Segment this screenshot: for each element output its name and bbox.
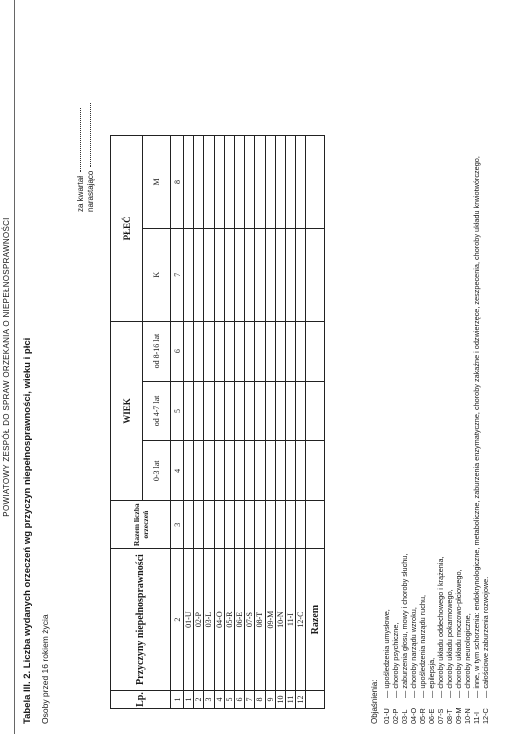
cell-total[interactable]: [296, 501, 306, 549]
cell-total[interactable]: [184, 501, 194, 549]
table-title: Tabela III. 2. Liczba wydanych orzeczeń wg przyczyn niepełnosprawności, wieku i płci: [22, 337, 33, 724]
header-age-0-3: 0-3 lat: [143, 441, 171, 501]
cell-sex-k[interactable]: [296, 228, 306, 321]
explanation-item: 08-T— choroby układu pokarmowego,: [445, 589, 454, 724]
cell-age-0-3[interactable]: [275, 441, 285, 501]
column-number: 7: [171, 228, 184, 321]
cell-sex-m[interactable]: [184, 136, 194, 229]
explanation-item: 03-L— zaburzenia głosu, mowy i choroby słuchu,: [400, 553, 409, 724]
total-cell[interactable]: [306, 228, 325, 321]
cell-sex-m[interactable]: [285, 136, 295, 229]
explanation-item: 11-I— inne, w tym schorzenia: endokrynologiczne, metaboliczne, zaburzenia enzymatyczne, choroby zakaźne i odzwierzęce, zeszpecenia, choroby układu krwiotwórczego,: [472, 156, 481, 724]
column-number: 3: [171, 501, 184, 549]
table-row: [275, 136, 285, 709]
cell-sex-m[interactable]: [255, 136, 265, 229]
explanation-item: 07-S— choroby układu oddechowego i krążenia,: [436, 556, 445, 724]
cell-age-0-3[interactable]: [265, 441, 275, 501]
header-lp: Lp.: [111, 691, 171, 709]
cell-age-0-3[interactable]: [245, 441, 255, 501]
cell-age-0-3[interactable]: [234, 441, 244, 501]
total-cell[interactable]: [306, 381, 325, 441]
header-age-8-16: od 8-16 lat: [143, 321, 171, 381]
total-row: [306, 136, 325, 709]
total-cell[interactable]: [306, 136, 325, 229]
cell-age-4-7[interactable]: [194, 381, 204, 441]
cell-age-8-16[interactable]: [214, 321, 224, 381]
cumulative-label: narastająco: [86, 170, 95, 212]
cell-age-8-16[interactable]: [285, 321, 295, 381]
row-lp: 6: [234, 691, 244, 709]
cell-age-8-16[interactable]: [255, 321, 265, 381]
row-code: 12-C: [296, 549, 306, 691]
cell-sex-k[interactable]: [285, 228, 295, 321]
row-code: 06-E: [234, 549, 244, 691]
cell-sex-m[interactable]: [204, 136, 214, 229]
cell-age-0-3[interactable]: [184, 441, 194, 501]
total-cell[interactable]: [306, 441, 325, 501]
cell-age-0-3[interactable]: [285, 441, 295, 501]
cell-age-4-7[interactable]: [214, 381, 224, 441]
explanation-item: 06-E— epilepsja,: [427, 657, 436, 724]
table-row: [224, 136, 234, 709]
cell-sex-m[interactable]: [296, 136, 306, 229]
total-cell[interactable]: [306, 501, 325, 549]
cell-age-0-3[interactable]: [214, 441, 224, 501]
explanation-item: 01-U— upośledzenia umysłowe,: [382, 609, 391, 724]
cell-age-0-3[interactable]: [296, 441, 306, 501]
cell-sex-m[interactable]: [265, 136, 275, 229]
header-cause: Przyczyny niepełnosprawności: [111, 549, 171, 691]
explanation-item: 04-O— choroby narządu wzroku,: [409, 607, 418, 724]
cell-age-4-7[interactable]: [245, 381, 255, 441]
cell-sex-k[interactable]: [245, 228, 255, 321]
row-code: 07-S: [245, 549, 255, 691]
table-row: [214, 136, 224, 709]
row-lp: 10: [275, 691, 285, 709]
row-lp: 8: [255, 691, 265, 709]
column-number: 6: [171, 321, 184, 381]
table-row: [245, 136, 255, 709]
cell-age-8-16[interactable]: [265, 321, 275, 381]
row-code: 03-L: [204, 549, 214, 691]
cell-total[interactable]: [255, 501, 265, 549]
cell-age-8-16[interactable]: [234, 321, 244, 381]
header-age-group: WIEK: [111, 321, 143, 501]
explanations-heading: Objaśnienia:: [370, 679, 379, 724]
row-code: 11-I: [285, 549, 295, 691]
quarter-field: [76, 108, 85, 212]
table-row: [285, 136, 295, 709]
cell-age-4-7[interactable]: [285, 381, 295, 441]
cell-sex-k[interactable]: [214, 228, 224, 321]
row-code: 10-N: [275, 549, 285, 691]
header-age-4-7: od 4-7 lat: [143, 381, 171, 441]
cell-age-4-7[interactable]: [204, 381, 214, 441]
cell-total[interactable]: [204, 501, 214, 549]
header-rule: [14, 0, 15, 734]
row-code: 02-P: [194, 549, 204, 691]
cell-age-0-3[interactable]: [204, 441, 214, 501]
explanation-item: 05-R— upośledzenia narządu ruchu,: [418, 594, 427, 724]
cell-age-8-16[interactable]: [204, 321, 214, 381]
cell-age-4-7[interactable]: [275, 381, 285, 441]
cell-total[interactable]: [234, 501, 244, 549]
cell-total[interactable]: [245, 501, 255, 549]
total-label: Razem: [306, 549, 325, 691]
row-code: 05-R: [224, 549, 234, 691]
column-number: 8: [171, 136, 184, 229]
column-number-row: [171, 136, 184, 709]
cell-age-4-7[interactable]: [265, 381, 275, 441]
total-cell[interactable]: [306, 321, 325, 381]
cell-age-0-3[interactable]: [224, 441, 234, 501]
cell-total[interactable]: [285, 501, 295, 549]
row-code: 08-T: [255, 549, 265, 691]
cell-age-0-3[interactable]: [194, 441, 204, 501]
cell-age-0-3[interactable]: [255, 441, 265, 501]
cell-sex-k[interactable]: [275, 228, 285, 321]
header-sex-m: M: [143, 136, 171, 229]
office-header: POWIATOWY ZESPÓŁ DO SPRAW ORZEKANIA O NIEPEŁNOSPRAWNOŚCI: [2, 217, 11, 517]
cell-sex-k[interactable]: [224, 228, 234, 321]
causes-table: [110, 135, 325, 709]
table-row: [184, 136, 194, 709]
row-code: 09-M: [265, 549, 275, 691]
row-lp: 1: [184, 691, 194, 709]
explanation-item: 10-N— choroby neurologiczne,: [463, 613, 472, 724]
column-number: 4: [171, 441, 184, 501]
cell-sex-k[interactable]: [184, 228, 194, 321]
cell-age-4-7[interactable]: [234, 381, 244, 441]
cell-total[interactable]: [214, 501, 224, 549]
cell-age-8-16[interactable]: [184, 321, 194, 381]
quarter-label: za kwartał: [76, 175, 85, 212]
cell-sex-m[interactable]: [224, 136, 234, 229]
quarter-dots: [80, 108, 81, 172]
column-number: 2: [171, 549, 184, 691]
cell-total[interactable]: [265, 501, 275, 549]
table-subtitle: Osoby przed 16 rokiem życia: [40, 614, 50, 724]
table-body: [184, 136, 325, 709]
total-lp: [306, 691, 325, 709]
header-sex-k: K: [143, 228, 171, 321]
explanation-item: 12-C— całościowe zaburzenia rozwojowe.: [481, 576, 490, 724]
cell-sex-m[interactable]: [214, 136, 224, 229]
cumulative-dots: [90, 103, 91, 167]
cell-age-8-16[interactable]: [296, 321, 306, 381]
row-lp: 11: [285, 691, 295, 709]
column-number: 1: [171, 691, 184, 709]
cell-age-4-7[interactable]: [296, 381, 306, 441]
row-lp: 5: [224, 691, 234, 709]
cell-age-4-7[interactable]: [255, 381, 265, 441]
row-lp: 7: [245, 691, 255, 709]
row-lp: 3: [204, 691, 214, 709]
cell-total[interactable]: [194, 501, 204, 549]
row-lp: 9: [265, 691, 275, 709]
cell-sex-k[interactable]: [265, 228, 275, 321]
cell-sex-m[interactable]: [275, 136, 285, 229]
table-row: [234, 136, 244, 709]
cell-age-8-16[interactable]: [275, 321, 285, 381]
row-lp: 12: [296, 691, 306, 709]
cell-age-8-16[interactable]: [224, 321, 234, 381]
row-lp: 2: [194, 691, 204, 709]
cell-sex-k[interactable]: [204, 228, 214, 321]
row-lp: 4: [214, 691, 224, 709]
cell-sex-k[interactable]: [234, 228, 244, 321]
cell-age-8-16[interactable]: [245, 321, 255, 381]
table-row: [296, 136, 306, 709]
table-row: [194, 136, 204, 709]
cell-total[interactable]: [224, 501, 234, 549]
cell-sex-m[interactable]: [245, 136, 255, 229]
column-number: 5: [171, 381, 184, 441]
cumulative-field: [86, 103, 95, 212]
table-row: [255, 136, 265, 709]
cell-sex-k[interactable]: [194, 228, 204, 321]
cell-age-4-7[interactable]: [184, 381, 194, 441]
table-row: [265, 136, 275, 709]
cell-age-8-16[interactable]: [194, 321, 204, 381]
cell-sex-m[interactable]: [194, 136, 204, 229]
explanation-item: 09-M— choroby układu moczowo-płciowego,: [454, 569, 463, 724]
cell-total[interactable]: [275, 501, 285, 549]
table-row: [204, 136, 214, 709]
cell-age-4-7[interactable]: [224, 381, 234, 441]
cell-sex-k[interactable]: [255, 228, 265, 321]
row-code: 04-O: [214, 549, 224, 691]
explanation-item: 02-P— choroby psychiczne,: [391, 622, 400, 724]
row-code: 01-U: [184, 549, 194, 691]
cell-sex-m[interactable]: [234, 136, 244, 229]
header-total: Razem liczba orzeczeń: [111, 501, 171, 549]
header-sex-group: PŁEĆ: [111, 136, 143, 322]
